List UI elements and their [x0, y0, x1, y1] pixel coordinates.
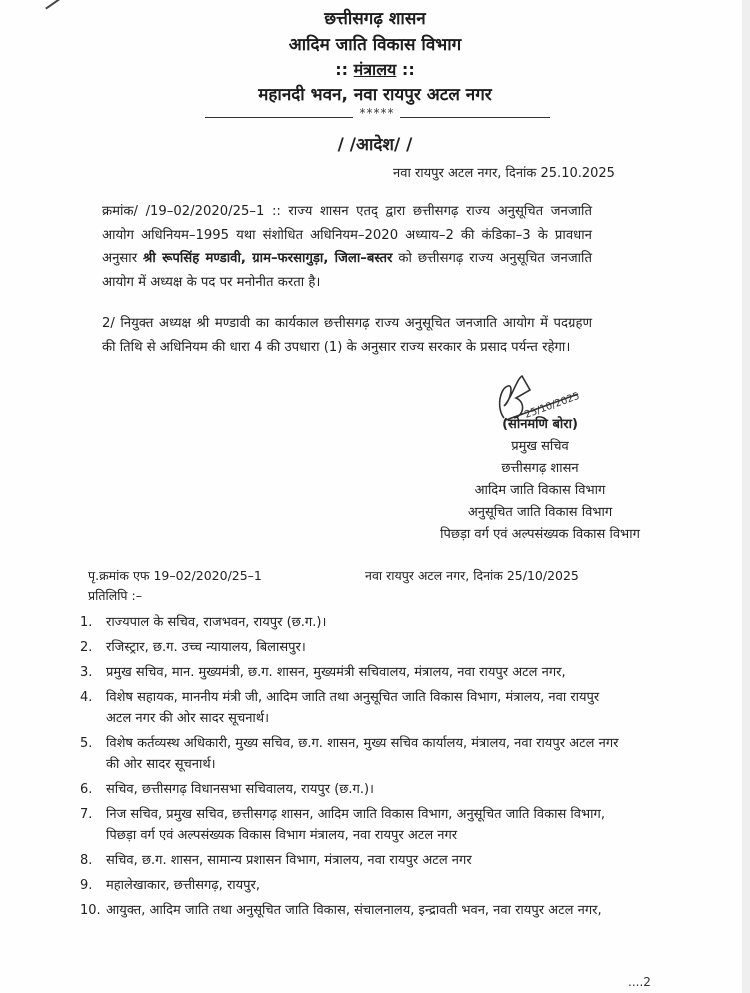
list-item-text: सचिव, छ.ग. शासन, सामान्य प्रशासन विभाग, मंत्रालय, नवा रायपुर अटल नगर	[106, 853, 472, 868]
list-item-number: 3.	[80, 665, 93, 680]
list-item-number: 4.	[80, 690, 93, 705]
list-item-number: 2.	[80, 640, 93, 655]
appointee-details: श्री रूपसिंह मण्डावी, ग्राम–फरसागुड़ा, जिला–बस्तर	[143, 251, 393, 266]
endorsement-place-date: नवा रायपुर अटल नगर, दिनांक 25/10/2025	[365, 568, 579, 583]
list-item	[80, 637, 620, 658]
header-rule-left	[205, 117, 353, 118]
header-ministry	[0, 58, 750, 80]
list-item-text: सचिव, छत्तीसगढ़ विधानसभा सचिवालय, रायपुर (छ.ग.)।	[106, 782, 374, 797]
endorsement-number: पृ.क्रमांक एफ 19–02/2020/25–1	[88, 568, 262, 583]
list-item	[80, 900, 620, 921]
list-item	[80, 687, 620, 729]
header-ministry-label: मंत्रालय	[353, 60, 397, 79]
list-item	[80, 612, 620, 633]
signatory-org-2: आदिम जाति विकास विभाग	[474, 483, 606, 498]
header-ministry-prefix: ::	[335, 60, 354, 79]
list-item	[80, 850, 620, 871]
order-title: / /आदेश/ /	[337, 135, 413, 155]
list-item-number: 5.	[80, 736, 93, 751]
list-item	[80, 875, 620, 896]
list-item-text: रजिस्ट्रार, छ.ग. उच्च न्यायालय, बिलासपुर।	[106, 640, 306, 655]
signatory-org-4: पिछड़ा वर्ग एवं अल्पसंख्यक विकास विभाग	[440, 527, 640, 542]
header-rule-right	[400, 117, 550, 118]
header-address: महानदी भवन, नवा रायपुर अटल नगर	[258, 85, 492, 105]
signatory-name: (सोनमणि बोरा)	[502, 417, 578, 432]
header-government: छत्तीसगढ़ शासन	[324, 9, 426, 29]
order-place-date: नवा रायपुर अटल नगर, दिनांक 25.10.2025	[393, 166, 615, 181]
signature-date: 25/10/2025	[523, 390, 582, 421]
list-item-number: 6.	[80, 782, 93, 797]
signatory-designation: प्रमुख सचिव	[511, 439, 569, 454]
list-item	[80, 733, 620, 775]
list-item-number: 9.	[80, 878, 93, 893]
list-item	[80, 662, 620, 683]
list-item-number: 10.	[80, 903, 101, 918]
page-continuation: ....2	[628, 975, 651, 989]
list-item-text: प्रमुख सचिव, मान. मुख्यमंत्री, छ.ग. शासन, मुख्यमंत्री सचिवालय, मंत्रालय, नवा रायपुर अटल नगर,	[106, 665, 566, 680]
order-paragraph-1-prefix: क्रमांक/ /19–02/2020/25–1 :: राज्य शासन एतद् द्वारा छत्तीसगढ़ राज्य अनुसूचित जनजाति आयोग अधिनियम–1995 यथा संशोधित अधिनियम–2020 अध्याय–2 की कंडिका–3 के प्रावधान अनुसार	[102, 204, 592, 266]
list-item-text: विशेष कर्तव्यस्थ अधिकारी, मुख्य सचिव, छ.ग. शासन, मुख्य सचिव कार्यालय, मंत्रालय, नवा रायपुर अटल नगर की ओर सादर सूचनार्थ।	[106, 736, 619, 772]
order-paragraph-2: 2/ नियुक्त अध्यक्ष श्री मण्डावी का कार्यकाल छत्तीसगढ़ राज्य अनुसूचित जनजाति आयोग में पदग्रहण की तिथि से अधिनियम की धारा 4 की उपधारा (1) के अनुसार राज्य सरकार के प्रसाद पर्यन्त रहेगा।	[102, 316, 592, 355]
list-item-text: राज्यपाल के सचिव, राजभवन, रायपुर (छ.ग.)।	[106, 615, 327, 630]
order-paragraph-1-suffix: को छत्तीसगढ़ राज्य अनुसूचित जनजाति आयोग में अध्यक्ष के पद पर मनोनीत करता है।	[102, 251, 592, 290]
list-item	[80, 779, 620, 800]
recipient-list	[80, 612, 620, 925]
list-item-text: आयुक्त, आदिम जाति तथा अनुसूचित जाति विकास, संचालनालय, इन्द्रावती भवन, नवा रायपुर अटल नगर,	[106, 903, 602, 918]
list-item-number: 8.	[80, 853, 93, 868]
order-paragraph-1	[102, 200, 592, 294]
list-item-text: महालेखाकार, छत्तीसगढ़, रायपुर,	[106, 878, 261, 893]
list-item-text: निज सचिव, प्रमुख सचिव, छत्तीसगढ़ शासन, आदिम जाति विकास विभाग, अनुसूचित जाति विकास विभाग, पिछड़ा वर्ग एवं अल्पसंख्यक विकास विभाग मंत्रालय, नवा रायपुर अटल नगर	[106, 807, 605, 843]
copy-to-label: प्रतिलिपि :–	[88, 588, 142, 603]
list-item	[80, 804, 620, 846]
list-item-number: 7.	[80, 807, 93, 822]
header-ministry-suffix: ::	[396, 60, 415, 79]
signatory-org-3: अनुसूचित जाति विकास विभाग	[467, 505, 613, 520]
list-item-text: विशेष सहायक, माननीय मंत्री जी, आदिम जाति तथा अनुसूचित जाति विकास विभाग, मंत्रालय, नवा रायपुर अटल नगर की ओर सादर सूचनार्थ।	[106, 690, 600, 726]
header-separator: *****	[359, 106, 395, 120]
list-item-number: 1.	[80, 615, 93, 630]
signatory-org-1: छत्तीसगढ़ शासन	[501, 461, 579, 476]
signatory-block	[420, 414, 660, 546]
header-department: आदिम जाति विकास विभाग	[288, 35, 462, 55]
